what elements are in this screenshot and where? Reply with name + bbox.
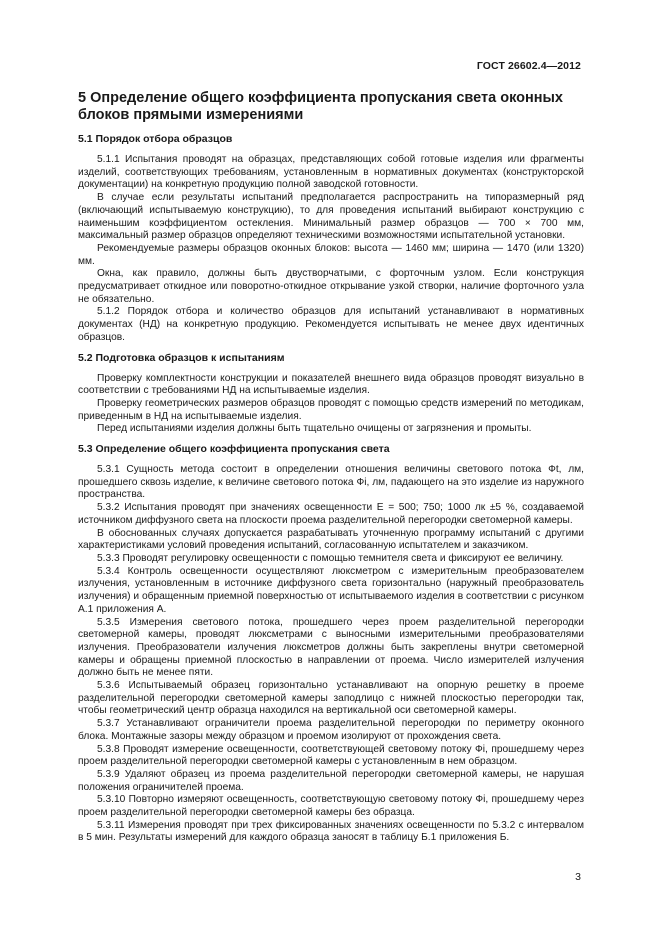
paragraph: 5.3.6 Испытываемый образец горизонтально устанавливают на опорную решетку в проеме разделительной перегородки светомерной камеры заподлицо с нижней плоскостью перегородки так, чтобы геометрический центр образца находился на вертикальной оси светомерной камеры.: [78, 680, 584, 717]
subsection-title-5-3: 5.3 Определение общего коэффициента пропускания света: [78, 443, 390, 456]
paragraph: 5.3.9 Удаляют образец из проема разделительной перегородки светомерной камеры, не нарушая положения ограничителей проема.: [78, 768, 584, 793]
page-content: [78, 90, 584, 845]
document-code: ГОСТ 26602.4—2012: [476, 60, 581, 72]
paragraph: 5.3.3 Проводят регулировку освещенности с помощью темнителя света и фиксируют ее величину.: [97, 552, 564, 564]
paragraph: 5.3.5 Измерения светового потока, прошедшего через проем разделительной перегородки светомерной камеры, проводят люксметрами с выносными измерительными преобразователями излучения. Преобразователи излучения люксметров должны быть закреплены внутри светомерной камеры и обращены приемной плоскостью в направлении от проема. Число измерителей излучения должно быть не менее пяти.: [78, 616, 584, 679]
paragraph: 5.3.11 Измерения проводят при трех фиксированных значениях освещенности по 5.3.2 с интервалом в 5 мин. Результаты измерений для каждого образца заносят в таблицу Б.1 приложения Б.: [78, 819, 584, 844]
paragraph: Проверку геометрических размеров образцов проводят с помощью средств измерений по методикам, приведенным в НД на испытываемые изделия.: [78, 397, 584, 422]
paragraph: В обоснованных случаях допускается разрабатывать уточненную программу испытаний с другими характеристиками условий проведения испытаний, согласованную испытателем и заказчиком.: [78, 527, 584, 552]
paragraph: 5.3.10 Повторно измеряют освещенность, соответствующую световому потоку Фi, прошедшему через проем разделительной перегородки светомерной камеры без образца.: [78, 794, 584, 819]
paragraph: 5.3.7 Устанавливают ограничители проема разделительной перегородки по периметру оконного блока. Монтажные зазоры между образцом и проемом изолируют от прохождения света.: [78, 718, 584, 742]
paragraph: 5.1.2 Порядок отбора и количество образцов для испытаний устанавливают в нормативных документах (НД) на конкретную продукцию. Рекомендуется испытывать не менее двух идентичных образцов.: [78, 306, 584, 343]
subsection-title-5-1: 5.1 Порядок отбора образцов: [78, 133, 233, 145]
paragraph: 5.3.8 Проводят измерение освещенности, соответствующей световому потоку Фi, прошедшему через проем разделительной перегородки светомерной камеры с установленным в нем образцом.: [78, 743, 584, 768]
paragraph: 5.1.1 Испытания проводят на образцах, представляющих собой готовые изделия или фрагменты изделий, соответствующих требованиям, установленным в нормативных документах (конструкторской документации) на конкретную продукцию полной заводской готовности.: [78, 154, 584, 191]
section-title: 5 Определение общего коэффициента пропускания света оконных блоков прямыми измерениями: [78, 90, 563, 123]
paragraph: В случае если результаты испытаний предполагается распространить на типоразмерный ряд (включающий испытываемую конструкцию), то для проведения испытаний выбирают конструкцию с наименьшим коэффициентом остекления. Минимальный размер образцов — 700 × 700 мм, максимальный размер образцов определяют техническими возможностями испытательной установки.: [78, 192, 584, 242]
paragraph: Окна, как правило, должны быть двустворчатыми, с форточным узлом. Если конструкция предусматривает откидное или поворотно-откидное открывание узкой створки, наличие форточного узла не обязательно.: [78, 268, 584, 305]
paragraph: Перед испытаниями изделия должны быть тщательно очищены от загрязнения и промыты.: [97, 423, 532, 435]
paragraph: 5.3.2 Испытания проводят при значениях освещенности E = 500; 750; 1000 лк ±5 %, создаваемой источником диффузного света на плоскости проема разделительной перегородки светомерной камеры.: [78, 502, 584, 526]
paragraph: 5.3.1 Сущность метода состоит в определении отношения величины светового потока Фt, лм, прошедшего сквозь изделие, к величине светового потока Фi, лм, падающего на это изделие из наружного пространства.: [78, 464, 584, 501]
paragraph: Рекомендуемые размеры образцов оконных блоков: высота — 1460 мм; ширина — 1470 (или 1320) мм.: [78, 242, 584, 267]
paragraph: 5.3.4 Контроль освещенности осуществляют люксметром с измерительным преобразователем излучения, установленным в источнике диффузного света горизонтально (наружный преобразователь излучения) и обращенным приемной поверхностью от испытываемого изделия в соответствии с рисунком А.1 приложения А.: [78, 565, 584, 615]
paragraph: Проверку комплектности конструкции и показателей внешнего вида образцов проводят визуально в соответствии с требованиями НД на испытываемые изделия.: [78, 372, 584, 397]
subsection-title-5-2: 5.2 Подготовка образцов к испытаниям: [78, 351, 285, 364]
page-number: 3: [575, 871, 581, 883]
